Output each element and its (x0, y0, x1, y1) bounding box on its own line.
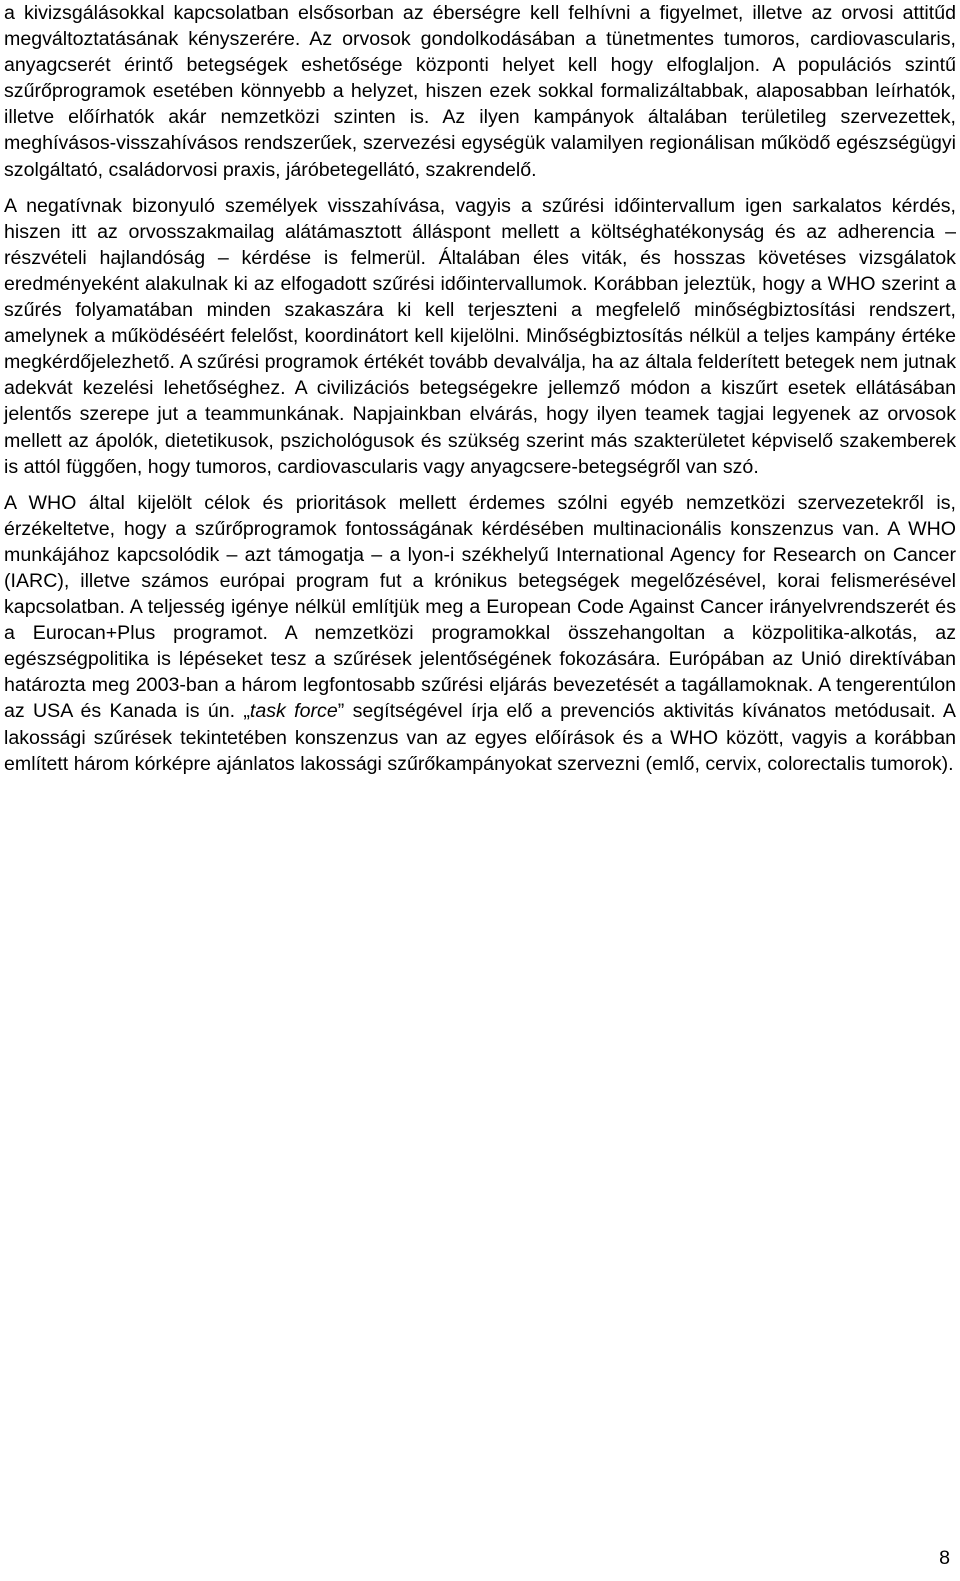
sentence: A szűrési programok értékét tovább devalválja, ha az általa felderített betegek nem jutnak adekvát kezelési lehetőséghez. (4, 351, 956, 400)
document-page (4, 0, 956, 777)
sentence: A tengerentúlon az USA és Kanada is ún. „ (4, 674, 956, 723)
paragraph-2 (4, 193, 956, 480)
sentence: a kivizsgálásokkal kapcsolatban elsősorban az éberségre kell felhívni a figyelmet, illetve az orvosi attitűd megváltoztatásának kényszerére. (4, 2, 956, 51)
sentence: A WHO munkájához kapcsolódik – azt támogatja – a lyon-i székhelyű International Agency for Research on Cancer (IARC), illetve számos európai program fut a krónikus betegségek megelőzésével, korai felismerésével kapcsolatban. (4, 517, 956, 619)
sentence: A populációs szintű szűrőprogramok esetében könnyebb a helyzet, hiszen ezek sokkal formalizáltabbak, alaposabban leírhatók, illetve előírhatók akár nemzetközi szinten is. (4, 54, 957, 129)
sentence: Az orvosok gondolkodásában a tünetmentes tumoros, cardiovascularis, anyagcserét érintő betegségek eshetősége központi helyet kell hogy elfoglaljon. (4, 28, 956, 77)
sentence: Korábban jeleztük, hogy a WHO szerint a szűrés folyamatában minden szakaszára ki kell terjeszteni a megfelelő minőségbiztosítási rendszert, amelynek a működéséért felelőst, koordinátort kell kijelölni. (4, 272, 956, 348)
paragraph-3 (4, 490, 956, 777)
sentence: Minőségbiztosítás nélkül a teljes kampány értéke megkérdőjelezhető. (4, 325, 956, 374)
sentence: A teljesség igénye nélkül említjük meg a European Code Against Cancer irányelvrendszerét és a Eurocan+Plus programot. (4, 596, 956, 645)
sentence: A nemzetközi programokkal összehangoltan a közpolitika-alkotás, az egészségpolitika is lépéseket tesz a szűrések jelentőségének fokozására. (4, 622, 956, 671)
sentence: Európában az Unió direktívában határozta meg 2003-ban a három legfontosabb szűrési eljárás bevezetését a tagállamoknak. (4, 648, 956, 697)
italic-term: task force (249, 700, 338, 723)
sentence: A civilizációs betegségekre jellemző módon a kiszűrt esetek ellátásában jelentős szerepe jut a teammunkának. (4, 377, 956, 426)
sentence: A negatívnak bizonyuló személyek visszahívása, vagyis a szűrési időintervallum igen sarkalatos kérdés, hiszen itt az orvosszakmailag alátámasztott álláspont mellett a költséghatékonyság és az adherencia – részvételi hajlandóság – kérdése is felmerül. (4, 194, 956, 269)
paragraph-1 (4, 0, 956, 183)
sentence: Napjainkban elvárás, hogy ilyen teamek tagjai legyenek az orvosok mellett az ápolók, dietetikusok, pszichológusok és szükség szerint más szakterületet képviselő szakemberek is attól függően, hogy tumoros, cardiovascularis vagy anyagcsere-betegségről van szó. (4, 403, 956, 478)
sentence: A lakossági szűrések tekintetében konszenzus van az egyes előírások és a WHO között, vagyis a korábban említett három kórképre ajánlatos lakossági szűrőkampányokat szervezni (emlő, cervix, colorectalis tumorok). (4, 700, 956, 775)
sentence: A WHO által kijelölt célok és prioritások mellett érdemes szólni egyéb nemzetközi szervezetekről is, érzékeltetve, hogy a szűrőprogramok fontosságának kérdésében multinacionális konszenzus van. (4, 491, 956, 540)
sentence: Általában éles viták, és hosszas követéses vizsgálatok eredményeként alakulnak ki az elfogadott szűrési időintervallumok. (4, 246, 956, 295)
sentence: Az ilyen kampányok általában területileg szervezettek, meghívásos-visszahívásos rendszerűek, szervezési egységük valamilyen regionálisan működő egészségügyi szolgáltató, családorvosi praxis, járóbetegellátó, szakrendelő. (4, 106, 956, 181)
sentence: ” segítségével írja elő a prevenciós aktivitás kívánatos metódusait. (337, 700, 936, 723)
page-number: 8 (939, 1547, 950, 1569)
